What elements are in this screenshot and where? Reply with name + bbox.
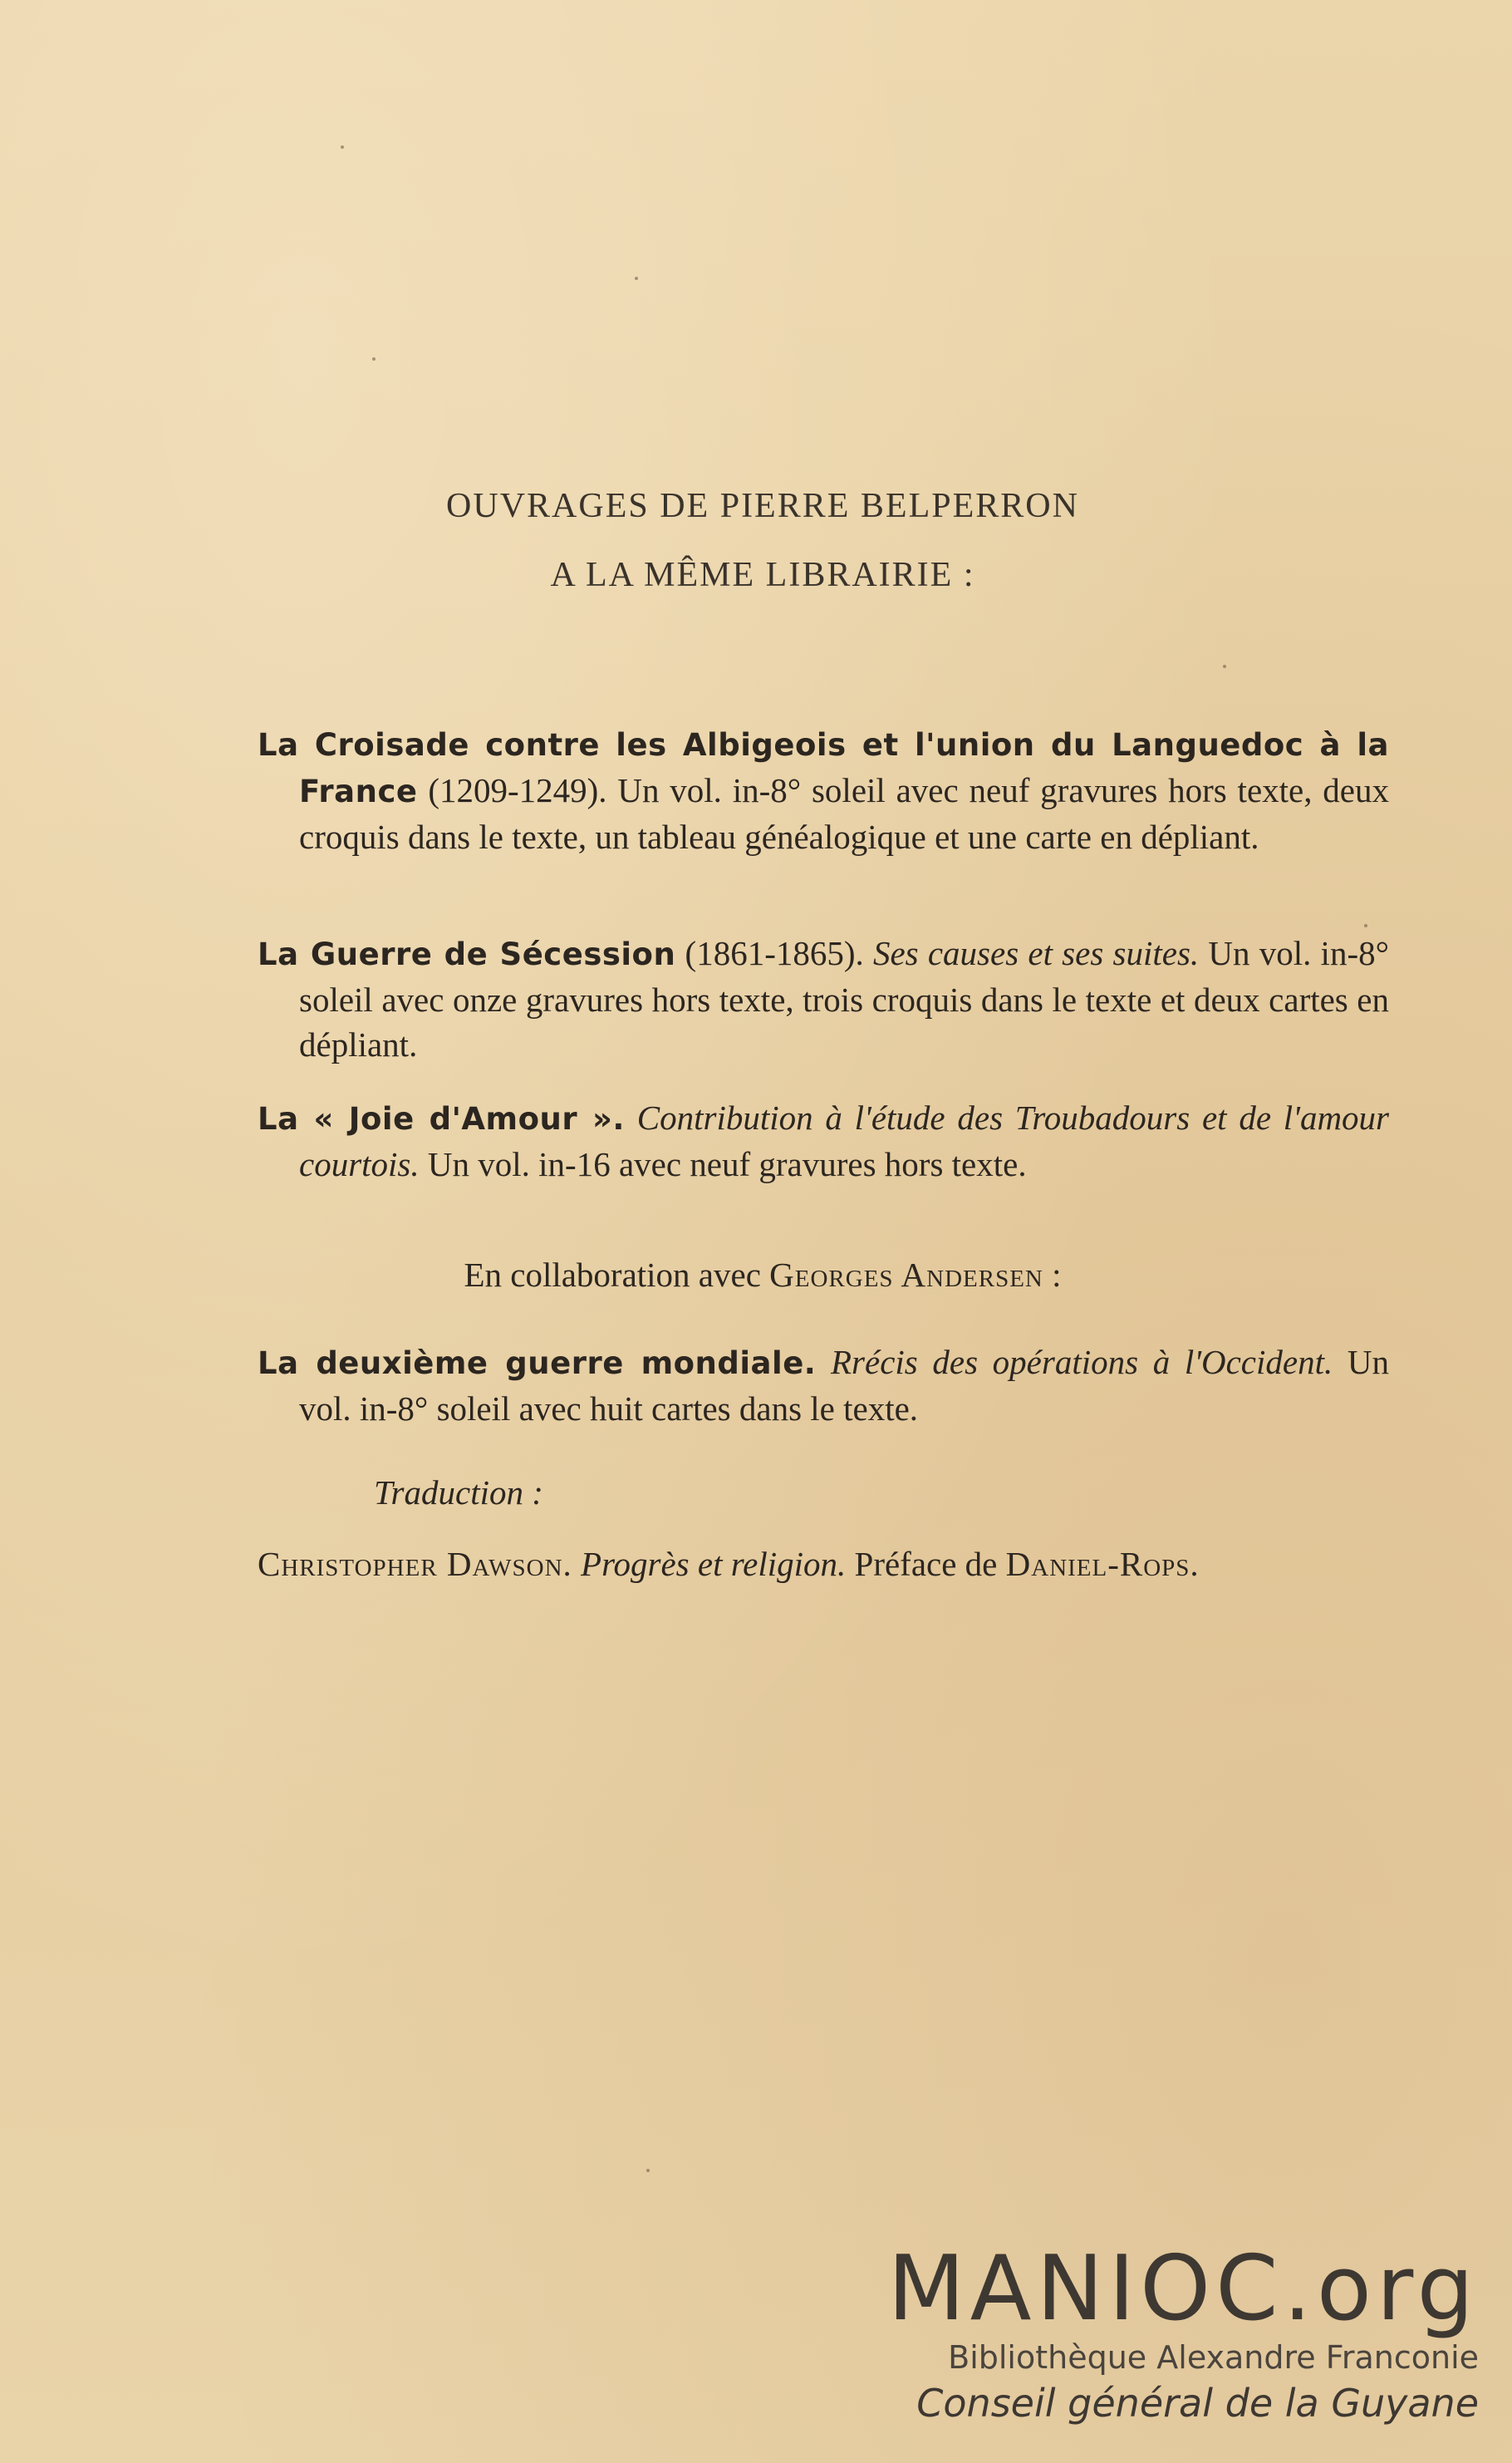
collaboration-prefix: En collaboration avec [464,1256,761,1294]
watermark-council: Conseil général de la Guyane [916,2381,1479,2426]
entry-joie-amour-description: Un vol. in-16 avec neuf gravures hors texte. [427,1145,1027,1183]
entry-croisade-description: Un vol. in-8° soleil avec neuf gravures hors texte, deux croquis dans le texte, un tableau généalogique et une carte en dépliant. [299,771,1389,856]
entry-croisade-title: La Croisade contre les Albigeois et l'union du Languedoc à la France [258,727,1389,809]
paper-speck [635,277,638,280]
entry-croisade [258,721,1389,859]
entry-secession-dates: (1861-1865). [685,934,864,972]
entry-deuxieme-guerre-title: La deuxième guerre mondiale. [258,1345,817,1381]
translation-preface-author: Daniel-Rops. [1005,1545,1200,1583]
translation-title: Progrès et religion. [581,1545,847,1583]
entry-deuxieme-guerre-subtitle: Rrécis des opérations à l'Occident. [831,1343,1333,1381]
translation-author: Christopher Dawson. [258,1545,572,1583]
paper-speck [372,357,376,361]
collaboration-heading [90,1255,1436,1295]
paper-speck [646,2169,650,2172]
paper-speck [341,145,344,149]
entry-joie-amour-title: La « Joie d'Amour ». [258,1101,625,1137]
entry-secession-description: Un vol. in-8° soleil avec onze gravures hors texte, trois croquis dans le texte et deux cartes en dépliant. [299,934,1389,1064]
entry-joie-amour [258,1095,1389,1187]
collaboration-author: Georges Andersen [769,1256,1043,1294]
translation-preface: Préface de [854,1545,998,1583]
entry-secession-title: La Guerre de Sécession [258,937,676,972]
watermark-library: Bibliothèque Alexandre Franconie [948,2339,1479,2376]
manioc-logo: MANIOC.org [887,2237,1479,2341]
heading-works: OUVRAGES DE PIERRE BELPERRON [446,487,1079,525]
entry-secession [258,931,1389,1067]
entry-croisade-dates: (1209-1249). [428,771,607,809]
translation-label: Traduction : [374,1473,543,1512]
entry-translation [258,1541,1389,1586]
manioc-watermark [847,2237,1479,2428]
paper-speck [1223,665,1226,668]
entry-deuxieme-guerre [258,1340,1389,1431]
collaboration-suffix: : [1052,1256,1062,1294]
entry-deuxieme-guerre-description: Un vol. in-8° soleil avec huit cartes dans le texte. [299,1343,1389,1428]
heading-publisher: A LA MÊME LIBRAIRIE : [550,556,975,594]
paper-speck [1364,924,1367,927]
entry-secession-subtitle: Ses causes et ses suites. [872,934,1200,972]
entry-joie-amour-subtitle: Contribution à l'étude des Troubadours et de l'amour courtois. [299,1099,1390,1183]
